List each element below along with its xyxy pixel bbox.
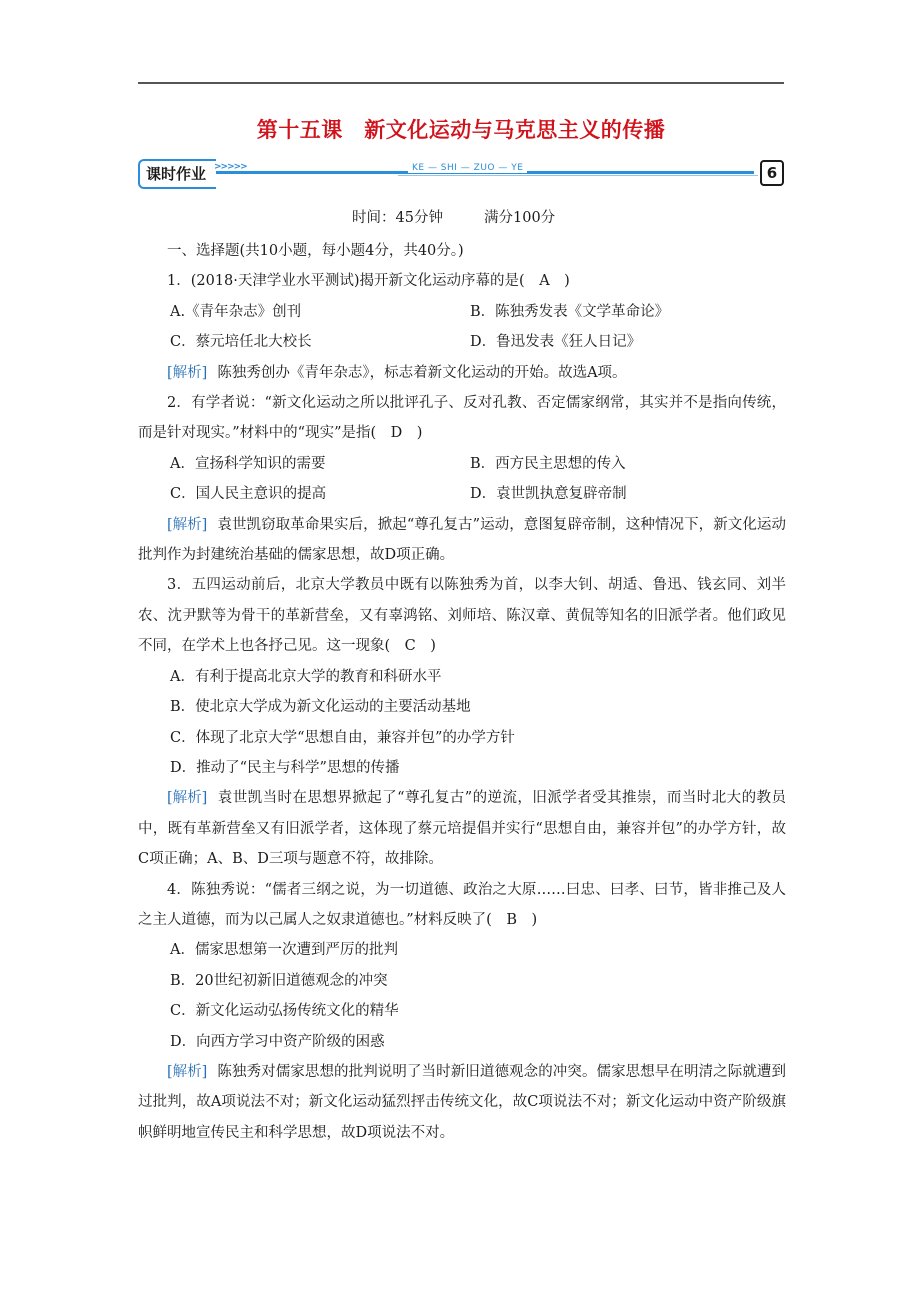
banner-arrows-icon: >>>>>: [214, 162, 247, 172]
analysis-text: 袁世凯当时在思想界掀起了“尊孔复古”的逆流，旧派学者受其推崇，而当时北大的教员中，既有革新营垒又有旧派学者，这体现了蔡元培提倡并实行“思想自由，兼容并包”的办学方针，故C项正确；A、B、D三项与题意不符，故排除。: [138, 790, 786, 868]
question-stem: 1．(2018·天津学业水平测试)揭开新文化运动序幕的是( A ): [167, 273, 570, 290]
options-row: [138, 327, 786, 357]
option: C．新文化运动弘扬传统文化的精华: [170, 1003, 399, 1020]
options-row: [138, 479, 786, 509]
analysis-text: 陈独秀对儒家思想的批判说明了当时新旧道德观念的冲突。儒家思想早在明清之际就遭到过批判，故A项说法不对；新文化运动猛烈抨击传统文化，故C项说法不对；新文化运动中资产阶级旗帜鲜明地宣传民主和科学思想，故D项说法不对。: [138, 1063, 786, 1141]
analysis-label: [解析]: [167, 516, 208, 533]
option: A．宣扬科学知识的需要: [170, 455, 326, 472]
banner-number: 6: [760, 160, 784, 186]
analysis-text: 袁世凯窃取革命果实后，掀起“尊孔复古”运动，意图复辟帝制，这种情况下，新文化运动批判作为封建统治基础的儒家思想，故D项正确。: [138, 516, 786, 564]
top-rule: [138, 82, 784, 84]
option: D．袁世凯执意复辟帝制: [470, 486, 627, 503]
option: B．使北京大学成为新文化运动的主要活动基地: [170, 699, 471, 716]
section-banner: [138, 158, 786, 188]
option: D．推动了“民主与科学”思想的传播: [170, 759, 400, 776]
option: D．鲁迅发表《狂人日记》: [470, 334, 642, 351]
banner-line-thin: [398, 175, 758, 176]
options-row: [138, 449, 786, 479]
banner-pinyin: KE — SHI — ZUO — YE: [408, 163, 527, 173]
question-stem: 3．五四运动前后，北京大学教员中既有以陈独秀为首，以李大钊、胡适、鲁迅、钱玄同、刘半农、沈尹默等为骨干的革新营垒，又有辜鸿铭、刘师培、陈汉章、黄侃等知名的旧派学者。他们政见不同，在学术上也各抒己见。这一现象( C ): [138, 577, 786, 655]
analysis-label: [解析]: [167, 1063, 208, 1080]
analysis: [138, 783, 786, 874]
question-stem: 4．陈独秀说：“儒者三纲之说，为一切道德、政治之大原……曰忠、曰孝、曰节，皆非推己及人之主人道德，而为以己属人之奴隶道德也。”材料反映了( B ): [138, 881, 786, 928]
options-row: [138, 297, 786, 327]
document-body: [138, 236, 786, 1148]
option: C．蔡元培任北大校长: [170, 334, 312, 351]
section-heading: 一、选择题(共10小题，每小题4分，共40分。): [167, 243, 464, 259]
option: C．体现了北京大学“思想自由，兼容并包”的办学方针: [170, 729, 515, 746]
analysis: [138, 510, 786, 571]
full-score: 满分100分: [484, 210, 556, 226]
question-stem: 2．有学者说：“新文化运动之所以批评孔子、反对孔教、否定儒家纲常，其实并不是指向传统，而是针对现实。”材料中的“现实”是指( D ): [138, 395, 786, 442]
analysis-text: 陈独秀创办《青年杂志》，标志着新文化运动的开始。故选A项。: [217, 364, 627, 381]
option: D．向西方学习中资产阶级的困惑: [170, 1033, 385, 1050]
option: B．20世纪初新旧道德观念的冲突: [170, 972, 388, 989]
option: B．西方民主思想的传入: [470, 455, 626, 472]
option: A．儒家思想第一次遭到严厉的批判: [170, 942, 398, 959]
option: A．有利于提高北京大学的教育和科研水平: [170, 668, 442, 685]
analysis: [138, 1057, 786, 1148]
time-limit: 时间：45分钟: [352, 210, 443, 226]
banner-label: 课时作业: [138, 159, 216, 189]
analysis-label: [解析]: [167, 364, 208, 381]
option: B．陈独秀发表《文学革命论》: [470, 303, 670, 320]
analysis: [138, 358, 786, 388]
page-title: 第十五课 新文化运动与马克思主义的传播: [256, 118, 666, 142]
option: C．国人民主意识的提高: [170, 486, 327, 503]
option: A.《青年杂志》创刊: [170, 303, 302, 320]
analysis-label: [解析]: [167, 790, 208, 807]
